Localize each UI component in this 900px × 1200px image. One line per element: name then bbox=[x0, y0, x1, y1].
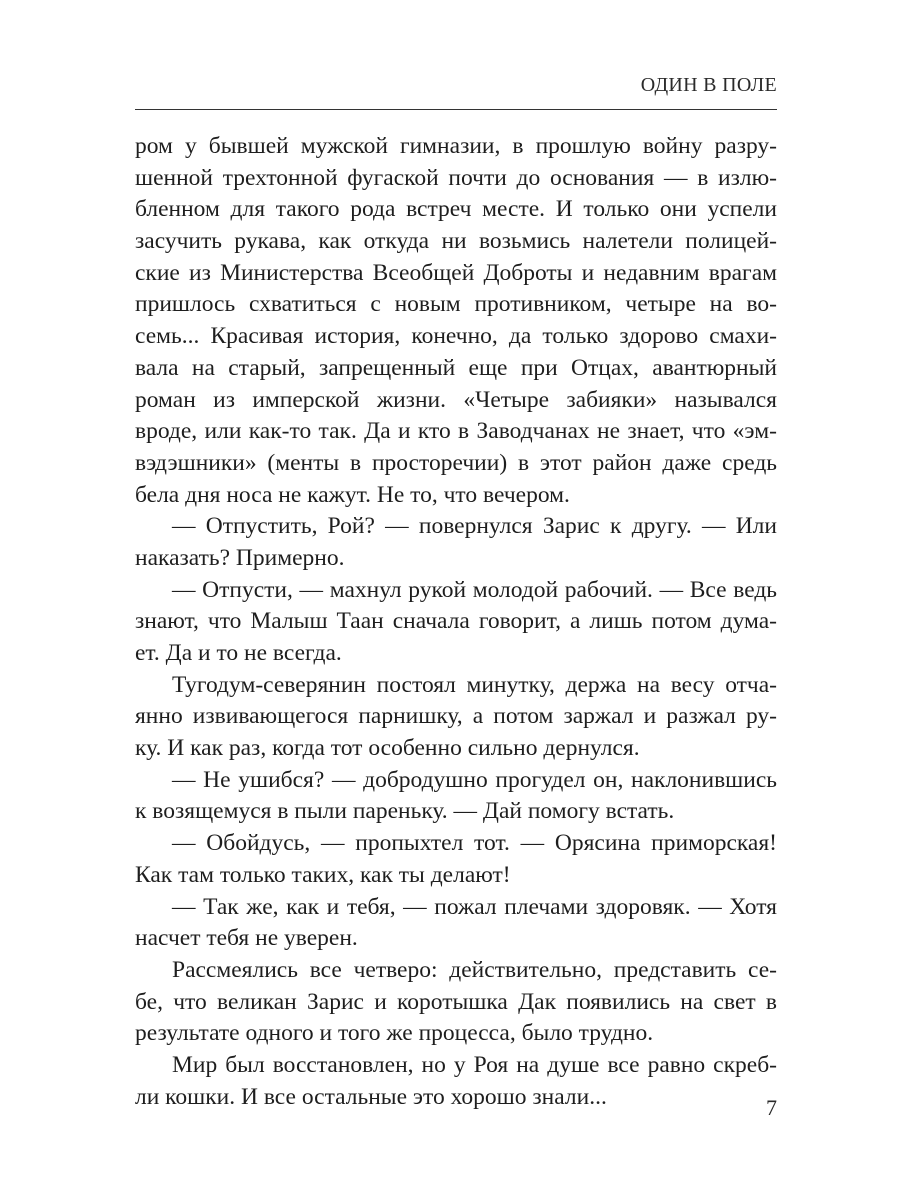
text-line: — Не ушибся? — добродушно прогудел он, наклонившись bbox=[172, 766, 777, 793]
text-line: ли кошки. И все остальные это хорошо знали... bbox=[135, 1083, 607, 1110]
paragraph bbox=[135, 765, 777, 828]
text-line: янно извивающегося парнишку, а потом заржал и разжал ру- bbox=[135, 703, 777, 730]
text-line: роман из имперской жизни. «Четыре забияки» назывался bbox=[135, 386, 777, 413]
text-line: ром у бывшей мужской гимназии, в прошлую войну разру- bbox=[135, 133, 777, 159]
text-line: шенной трехтонной фугаской почти до основания — в излю- bbox=[135, 164, 777, 191]
header-rule bbox=[135, 109, 777, 110]
paragraph bbox=[135, 670, 777, 765]
text-line: Тугодум-северянин постоял минутку, держа на весу отча- bbox=[172, 671, 777, 698]
text-line: бленном для такого рода встреч месте. И только они успели bbox=[135, 196, 777, 223]
text-line: ские из Министерства Всеобщей Доброты и недавним врагам bbox=[135, 259, 777, 286]
text-line: Рассмеялись все четверо: действительно, представить се- bbox=[172, 956, 777, 983]
body-text bbox=[135, 131, 777, 1113]
text-line: семь... Красивая история, конечно, да только здорово смахи- bbox=[135, 323, 777, 350]
text-line: — Так же, как и тебя, — пожал плечами здоровяк. — Хотя bbox=[172, 893, 777, 920]
text-line: бе, что великан Зарис и коротышка Дак появились на свет в bbox=[135, 988, 777, 1015]
text-line: Как там только таких, как ты делают! bbox=[135, 861, 511, 888]
paragraph bbox=[135, 892, 777, 955]
paragraph bbox=[135, 511, 777, 574]
text-line: к возящемуся в пыли пареньку. — Дай помогу встать. bbox=[135, 798, 675, 825]
paragraph bbox=[135, 955, 777, 1050]
text-line: пришлось схватиться с новым противником, четыре на во- bbox=[135, 291, 777, 318]
text-line: насчет тебя не уверен. bbox=[135, 925, 358, 952]
text-line: вала на старый, запрещенный еще при Отцах, авантюрный bbox=[135, 354, 777, 381]
text-line: бела дня носа не кажут. Не то, что вечером. bbox=[135, 481, 570, 508]
text-line: ку. И как раз, когда тот особенно сильно дернулся. bbox=[135, 735, 640, 762]
paragraph bbox=[135, 575, 777, 670]
text-line: результате одного и того же процесса, было трудно. bbox=[135, 1020, 654, 1047]
text-line: — Обойдусь, — пропыхтел тот. — Орясина приморская! bbox=[172, 830, 777, 857]
paragraph bbox=[135, 1050, 777, 1113]
paragraph bbox=[135, 131, 777, 511]
text-line: — Отпустить, Рой? — повернулся Зарис к другу. — Или bbox=[172, 513, 777, 540]
text-line: вэдэшники» (менты в просторечии) в этот район даже средь bbox=[135, 449, 777, 476]
text-line: знают, что Малыш Таан сначала говорит, а лишь потом дума- bbox=[135, 608, 777, 635]
paragraph bbox=[135, 828, 777, 891]
page-number: 7 bbox=[766, 1095, 777, 1120]
text-line: наказать? Примерно. bbox=[135, 544, 345, 571]
text-line: Мир был восстановлен, но у Роя на душе все равно скреб- bbox=[172, 1051, 777, 1078]
text-line: засучить рукава, как откуда ни возьмись налетели полицей- bbox=[135, 228, 777, 255]
text-line: вроде, или как-то так. Да и кто в Заводчанах не знает, что «эм- bbox=[135, 418, 777, 445]
running-head-title: ОДИН В ПОЛЕ bbox=[640, 74, 777, 96]
text-line: ет. Да и то не всегда. bbox=[135, 640, 342, 666]
text-line: — Отпусти, — махнул рукой молодой рабочий. — Все ведь bbox=[172, 576, 777, 603]
